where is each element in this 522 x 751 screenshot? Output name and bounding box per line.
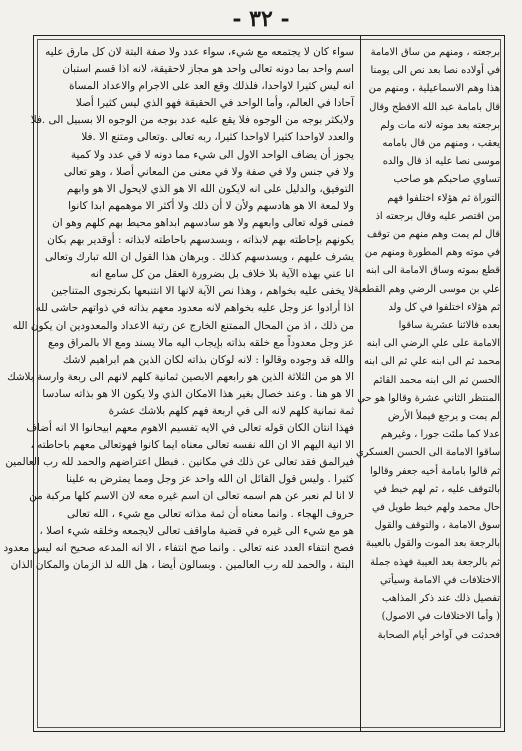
main_column-line: يكونهم بإحاطته بهم لابذاته ، وبسدسهم باحاطته لابذاته : أوقدير بهم بكان bbox=[47, 234, 354, 247]
main_column-line: آحادا في العالم، وأما الواحد في الحقيقة فهو الذي ليس كثيرا أصلا bbox=[75, 97, 354, 110]
side_column-line: هذا وهم الاسماعيلية ، ومنهم من bbox=[368, 83, 500, 95]
page-number: - ٣٢ - bbox=[232, 6, 290, 32]
side_column-line: حال محمد ولهم خبط طويل في bbox=[371, 502, 500, 514]
main_column-line: انه ليس كثيرا لاواحدا، فلذلك وقع العد على الاجرام والاعداد المساة bbox=[68, 80, 354, 93]
side_column-line: برجعته ، ومنهم من ساق الامامة bbox=[370, 47, 500, 58]
side_column-line: برجعته بعد موته لانه مات ولم bbox=[380, 119, 500, 131]
side_column-line: بعده فالاثنا عشرية ساقوا bbox=[398, 320, 500, 332]
main_column-line: عز وجل معدوداً مع خلقه بذاته بإيجاب اليه مالا يسند ومع الا بالمراق ومع bbox=[48, 336, 354, 349]
side_column-line: التوراة ثم هؤلاء اختلفوا فهم bbox=[387, 192, 500, 204]
main_column-line: ثمة نمانية كلهم لانه الى في اربعة فهم كلهم بلاشك عشرة bbox=[108, 404, 354, 417]
main_column-line: حروف الهجاء . وانما معناه أن ثمة مذاته تعالى مع شيء ، الله تعالى bbox=[67, 507, 354, 520]
side_column-line: محمد ثم الى ابنه علي ثم الى ابنه bbox=[363, 356, 500, 368]
main_column-line: فيرالمق فقد تعالى عن ذلك في مكانين . فبطل اعتراضهم والحمد لله رب العالمين bbox=[5, 456, 354, 469]
column-divider bbox=[360, 35, 361, 732]
side_column-line: سوق الامامة ، والتوقف والقول bbox=[374, 520, 500, 532]
side_column-line: من اقتصر عليه وقال برجعته اذ bbox=[375, 210, 500, 222]
main_column-line: التوفيق، والدليل على انه لايكون الله الا هو الذي لايحول الا هو وابهم bbox=[66, 182, 354, 195]
main_column-line: كثيرا . وليس قول القائل ان الله واحد عز وجل ومما يمترض به علينا bbox=[66, 473, 354, 486]
main_column-line: والله قد وجوده وقالوا : لانه لوكان بذاته لكان الذين هم ابراهيم لاشك bbox=[62, 353, 354, 366]
main_column-line: انا عني بهذه الآية بلا خلاف بل بضرورة العقل من كل سامع انه bbox=[90, 268, 354, 281]
main_column-line: ولا لمعة الا هو هادسهم ولأن لا أن ذلك ولا أكثر الا موهمهم ابدا كانوا bbox=[68, 199, 354, 212]
side-text-column bbox=[353, 44, 500, 645]
main_column-line: ولايكثر بوجه من الوجوه فلا يقع عليه عدد بوجه من الوجوه الا بسبيل الى .فلا bbox=[30, 114, 354, 127]
side_column-line: الحسن ثم الى ابنه محمد القائم bbox=[373, 374, 500, 386]
main_column-line: يشرف عليهم ، ويسدسهم كذلك . وبرهان هذا القول ان الله تبارك وتعالى bbox=[44, 251, 354, 264]
main_column-line: والعدد لاواحدا كثيرا لاواحدا كثيرا، ربه تعالى .وتعالى ومتنع الا .فلا bbox=[81, 131, 354, 144]
side_column-line: في أولاده نصا بعد نص الى يومنا bbox=[370, 65, 500, 77]
side_column-line: ساقوا الامامة الى الحسن العسكري bbox=[355, 447, 500, 459]
side_column-line: يعقب ، ومنهم من قال بامامه bbox=[382, 138, 500, 150]
main-text-column bbox=[3, 44, 354, 574]
side_column-line: قال لم يمت وهم منهم من توقف bbox=[366, 229, 500, 241]
side_column-line: بالرجعة بعد الموت والقول بالعيبة bbox=[365, 538, 500, 550]
side_column-line: ثم بالرجعة بعد العيبة فهذه جملة bbox=[370, 556, 500, 568]
side_column-line: بالتوقف عليه ، ثم لهم خبط في bbox=[373, 483, 500, 495]
main_column-line: من ذلك ، اذ من المحال الممتنع الخارج عن رتبة الاعداد والمعدودين ان يكون الله bbox=[12, 319, 354, 332]
main_column-line: الا هو من الثلاثة الذين هو رابعهم الابصين ثمانية كلهم لانهم الى ربعة وارسة بلاشك bbox=[7, 370, 354, 383]
side_column-line: المنتظر الثاني عشرة وقالوا هو حي bbox=[357, 392, 500, 404]
side_column-line: عدلا كما ملئت جورا ، وغيرهم bbox=[380, 429, 500, 441]
main_column-line: سواء كان لا يجتمعه مع شيء، سواء عدد ولا صفة البتة لان كل مارق عليه bbox=[45, 46, 354, 58]
main_column-line: فمنى قوله تعالى وابعهم ولا هو سادسهم ابداهو محيط بهم كلهم وهو ان bbox=[52, 216, 354, 229]
side_column-line: ثم هؤلاء اختلفوا في كل ولد bbox=[388, 301, 500, 313]
side_column-line: ( وأما الاختلافات في الاصول) bbox=[381, 611, 500, 623]
main_column-line: هو مع شيء الى غيره في قضية ماواقف تعالى لايجمعه وخلقه شيء اصلا ، bbox=[39, 524, 354, 537]
main_column-line: الا انية اليهم الا ان الله نفسه تعالى معناه ايما كانوا فهوتعالى معهم باحاطته ، bbox=[30, 439, 354, 452]
main_column-line: لا انا لم نعبر عن هم اسمه تعالى ان اسم غيره معه لان الاسم كلها مركبة من bbox=[29, 490, 354, 503]
main_column-line: البتة ، والحمد لله رب العالمين . وبسالون أيضا ، هل الله لذ الزمان والمكان الذان bbox=[10, 558, 354, 571]
main_column-line: اذا أرادوا عز وجل عليه بخواهم لانه معدود معهم بذاته في ذواتهم حاشى لله bbox=[35, 302, 354, 315]
main_column-line: فصح انتفاء العدد عنه تعالى . وانما صح انتفاء ، الا انه المدعه صحيح انه ليس معدود bbox=[3, 541, 354, 554]
side_column-line: الامامة على علي الرضي الى ابنه bbox=[366, 338, 500, 350]
side_column-line: قطع بموته وساق الامامة الى ابنه bbox=[365, 265, 500, 277]
main_column-line: ولا في جنس ولا في صفة ولا في معنى من المعاني أصلا ، وهو تعالى bbox=[63, 165, 354, 178]
side_column-line: فحدثت في آواخر أيام الصحابة bbox=[377, 629, 500, 641]
side_column-line: تساوي صاحبكم هو صاحب bbox=[393, 174, 500, 186]
side_column-line: علي بن موسى الرضي وهم القطعية bbox=[353, 283, 500, 295]
main_column-line: لا يخفى عليه بخواهم ، وهذا نص الآية لانها الا انتنبعها بكرنجوى المتناجين bbox=[51, 285, 354, 298]
side_column-line: الاختلافات في الامامة وسيأتي bbox=[379, 574, 500, 586]
side_column-line: لم يمت و يرجع فيملأ الأرض bbox=[387, 411, 500, 423]
main_column-line: اسم واحد بما دونه تعالى واحد هو مجاز لاحقيقة، لانه اذا قسم استبان bbox=[62, 63, 354, 76]
main_column-line: فهذا انتان الكان قوله تعالى في الايه تفسيم الاهوم معهم ابيحانوا الا انه أضاف bbox=[26, 422, 354, 435]
side_column-line: ثم قالوا بامامة أخيه جعفر وقالوا bbox=[369, 465, 500, 477]
side_column-line: قال بامامة عبد الله الافطح وقال bbox=[369, 101, 500, 113]
side_column-line: موسى نصا عليه اذ قال والده bbox=[382, 156, 500, 168]
main_column-line: الا هو هنا . وعند خصال بغير هذا الامكان الذي ولا يكون الا هو بذاته سادسا bbox=[42, 387, 354, 400]
side_column-line: في موته وهم المطورة ومنهم من bbox=[364, 247, 500, 259]
side_column-line: تفصيل ذلك عند ذكر المذاهب bbox=[382, 593, 500, 605]
main_column-line: يجوز أن يضاف الواحد الاول الى شيء مما دونه لا في عدد ولا كمية bbox=[70, 148, 354, 161]
